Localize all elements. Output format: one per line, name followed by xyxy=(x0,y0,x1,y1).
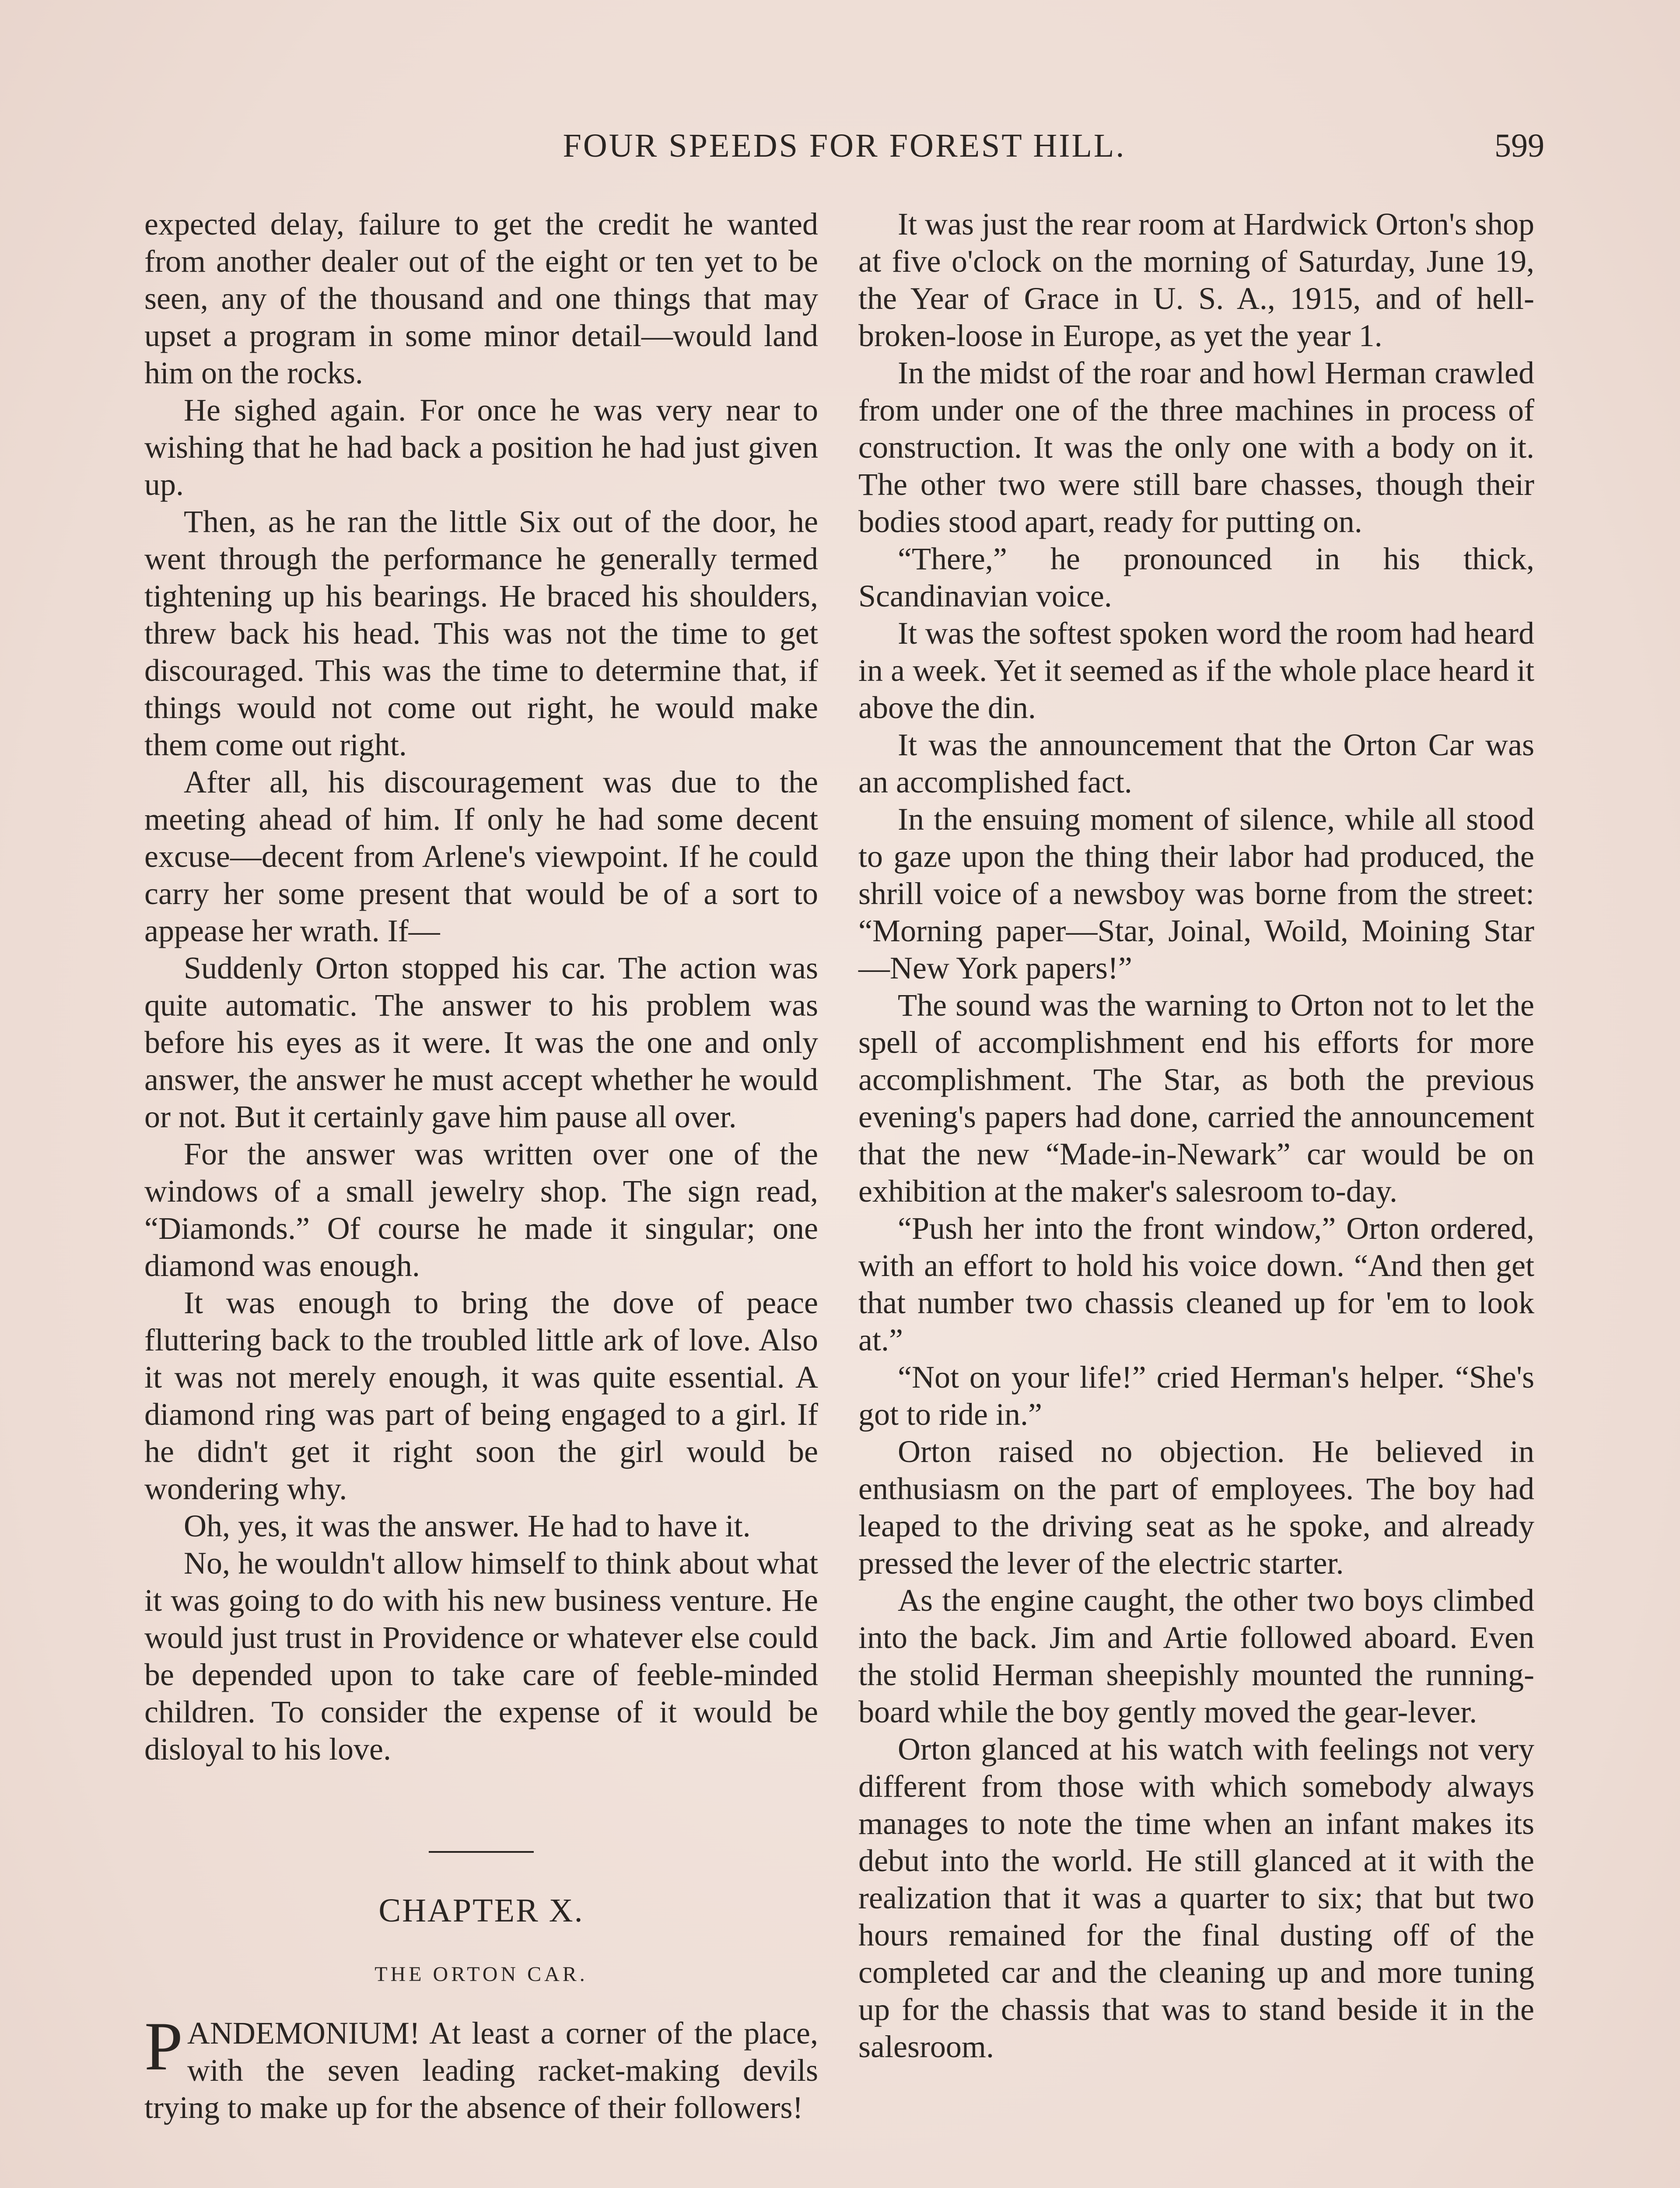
paragraph: It was just the rear room at Hardwick Orton's shop at five o'clock on the morning of Saturday, June 19, the Year of Grace in U. S. A., 1915, and of hell-broken-loose in Europe, as yet the year 1. xyxy=(858,207,1534,353)
paragraph: As the engine caught, the other two boys climbed into the back. Jim and Artie followed aboard. Even the stolid Herman sheepishly mounted the running-board while the boy gently moved the gear-lever. xyxy=(858,1583,1534,1729)
paragraph: “Push her into the front window,” Orton ordered, with an effort to hold his voice down. “And then get that number two chassis cleaned up for 'em to look at.” xyxy=(858,1211,1534,1357)
chapter-title: CHAPTER X. xyxy=(378,1892,584,1929)
paragraph: In the midst of the roar and howl Herman crawled from under one of the three machines in process of construction. It was the only one with a body on it. The other two were still bare chasses, though their bodies stood apart, ready for putting on. xyxy=(858,355,1534,539)
paragraph: “There,” he pronounced in his thick, Scandinavian voice. xyxy=(858,541,1534,614)
right-column xyxy=(858,206,1534,2065)
chapter-opening-text: ANDEMONIUM! At least a corner of the place, with the seven leading racket-making devils trying to make up for the absence of their followers! xyxy=(144,2016,818,2125)
running-title: FOUR SPEEDS FOR FOREST HILL. xyxy=(563,127,1126,164)
running-header xyxy=(144,127,1544,175)
chapter-opening-paragraph xyxy=(144,2008,818,2126)
paragraph: Suddenly Orton stopped his car. The action was quite automatic. The answer to his problem was before his eyes as it were. It was the one and only answer, the answer he must accept whether he would or not. But it certainly gave him pause all over. xyxy=(144,950,818,1134)
paragraph: No, he wouldn't allow himself to think about what it was going to do with his new business venture. He would just trust in Providence or whatever else could be depended upon to take care of feeble-minded children. To consider the expense of it would be disloyal to his love. xyxy=(144,1546,818,1767)
left-column xyxy=(144,206,818,2126)
paragraph: In the ensuing moment of silence, while all stood to gaze upon the thing their labor had produced, the shrill voice of a newsboy was borne from the street: “Morning paper—Star, Joinal, Woild, Moining Star—New York papers!” xyxy=(858,802,1534,985)
paragraph: After all, his discouragement was due to the meeting ahead of him. If only he had some decent excuse—decent from Arlene's viewpoint. If he could carry her some present that would be of a sort to appease her wrath. If— xyxy=(144,764,818,948)
paragraph: Then, as he ran the little Six out of the door, he went through the performance he generally termed tightening up his bearings. He braced his shoulders, threw back his head. This was not the time to get discouraged. This was the time to determine that, if things would not come out right, he would make them come out right. xyxy=(144,504,818,762)
paragraph: It was the announcement that the Orton Car was an accomplished fact. xyxy=(858,727,1534,799)
paragraph: Orton glanced at his watch with feelings not very different from those with which somebody always manages to note the time when an infant makes its debut into the world. He still glanced at it with the realization that it was a quarter to six; that but two hours remained for the final dusting off of the completed car and the cleaning up and more tuning up for the chassis that was to stand beside it in the salesroom. xyxy=(858,1732,1534,2064)
paragraph: The sound was the warning to Orton not to let the spell of accomplishment end his efforts for more accomplishment. The Star, as both the previous evening's papers had done, carried the announcement that the new “Made-in-Newark” car would be on exhibition at the maker's salesroom to-day. xyxy=(858,988,1534,1209)
drop-cap: P xyxy=(144,2008,183,2085)
paragraph: It was enough to bring the dove of peace fluttering back to the troubled little ark of love. Also it was not merely enough, it was quite essential. A diamond ring was part of being engaged to a girl. If he didn't get it right soon the girl would be wondering why. xyxy=(144,1285,818,1506)
section-divider xyxy=(429,1851,534,1853)
chapter-subtitle: THE ORTON CAR. xyxy=(374,1963,588,1986)
paragraph: For the answer was written over one of the windows of a small jewelry shop. The sign read, “Diamonds.” Of course he made it singular; one diamond was enough. xyxy=(144,1136,818,1283)
page-number: 599 xyxy=(1494,127,1544,164)
paragraph: “Not on your life!” cried Herman's helper. “She's got to ride in.” xyxy=(858,1360,1534,1432)
paragraph: Orton raised no objection. He believed in enthusiasm on the part of employees. The boy had leaped to the driving seat as he spoke, and already pressed the lever of the electric starter. xyxy=(858,1434,1534,1581)
paragraph: expected delay, failure to get the credit he wanted from another dealer out of the eight or ten yet to be seen, any of the thousand and one things that may upset a program in some minor detail—would land him on the rocks. xyxy=(144,207,818,390)
paragraph: It was the softest spoken word the room had heard in a week. Yet it seemed as if the whole place heard it above the din. xyxy=(858,616,1534,725)
paragraph: He sighed again. For once he was very near to wishing that he had back a position he had just given up. xyxy=(144,393,818,502)
paragraph: Oh, yes, it was the answer. He had to have it. xyxy=(184,1508,751,1543)
